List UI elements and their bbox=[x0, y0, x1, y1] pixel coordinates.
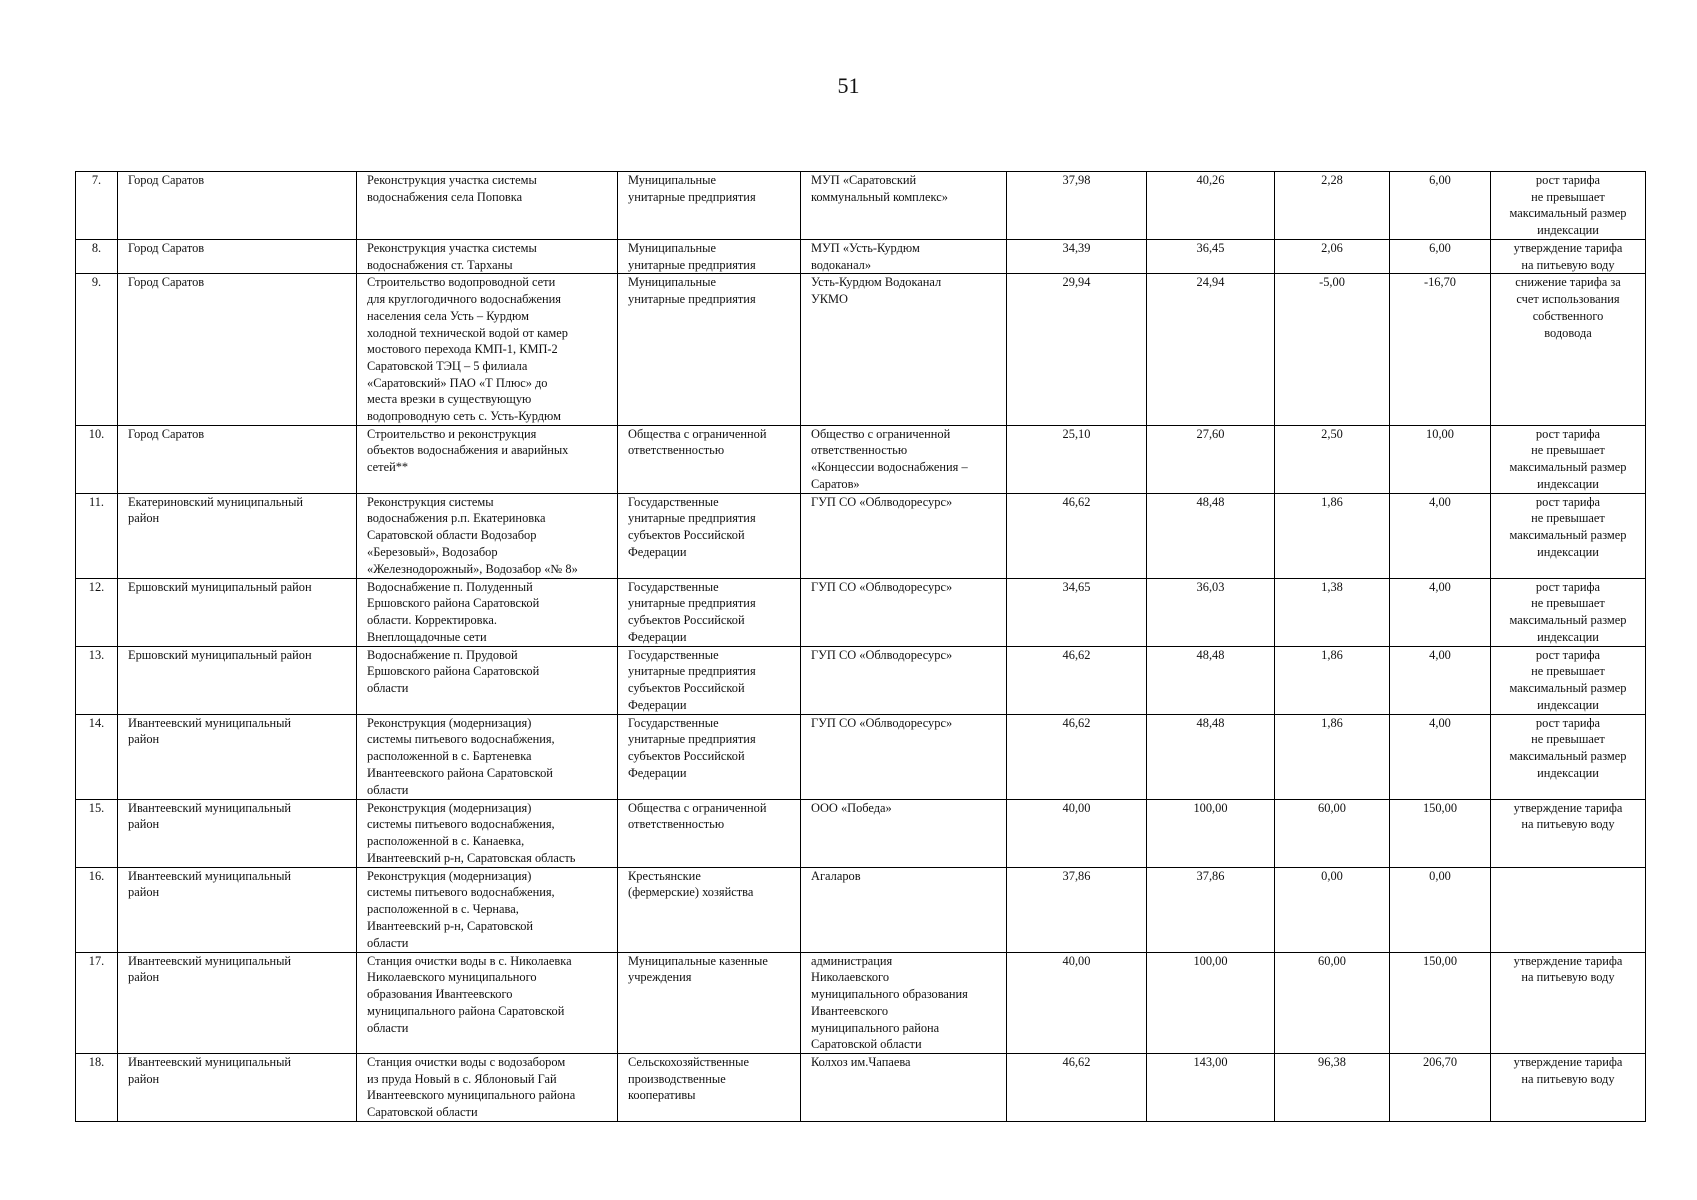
territory-cell: Ивантеевский муниципальный район bbox=[118, 799, 357, 867]
note-cell: рост тарифа не превышает максимальный размер индексации bbox=[1491, 578, 1646, 646]
value-cell-3: 1,38 bbox=[1275, 578, 1390, 646]
project-cell: Водоснабжение п. Полуденный Ершовского района Саратовской области. Корректировка. Внеплощадочные сети bbox=[357, 578, 618, 646]
value-cell-2: 48,48 bbox=[1147, 714, 1275, 799]
organization-cell: ООО «Победа» bbox=[801, 799, 1007, 867]
value-cell-1: 46,62 bbox=[1007, 493, 1147, 578]
value-cell-2: 27,60 bbox=[1147, 425, 1275, 493]
org-form-cell: Государственные унитарные предприятия субъектов Российской Федерации bbox=[618, 578, 801, 646]
org-form-cell: Сельскохозяйственные производственные кооперативы bbox=[618, 1053, 801, 1121]
organization-cell: Общество с ограниченной ответственностью «Концессии водоснабжения – Саратов» bbox=[801, 425, 1007, 493]
note-cell: снижение тарифа за счет использования собственного водовода bbox=[1491, 274, 1646, 425]
table-row bbox=[76, 425, 1646, 493]
value-cell-4: 6,00 bbox=[1390, 172, 1491, 240]
organization-cell: Агаларов bbox=[801, 867, 1007, 952]
value-cell-1: 37,98 bbox=[1007, 172, 1147, 240]
value-cell-4: 4,00 bbox=[1390, 714, 1491, 799]
value-cell-4: -16,70 bbox=[1390, 274, 1491, 425]
value-cell-2: 48,48 bbox=[1147, 493, 1275, 578]
table-row bbox=[76, 646, 1646, 714]
value-cell-1: 25,10 bbox=[1007, 425, 1147, 493]
org-form-cell: Муниципальные унитарные предприятия bbox=[618, 172, 801, 240]
row-number: 13. bbox=[76, 646, 118, 714]
territory-cell: Ивантеевский муниципальный район bbox=[118, 1053, 357, 1121]
organization-cell: ГУП СО «Облводоресурс» bbox=[801, 493, 1007, 578]
table-row bbox=[76, 1053, 1646, 1121]
value-cell-1: 34,39 bbox=[1007, 240, 1147, 274]
project-cell: Реконструкция системы водоснабжения р.п. Екатериновка Саратовской области Водозабор «Березовый», Водозабор «Железнодорожный», Водозабор «№ 8» bbox=[357, 493, 618, 578]
note-cell: утверждение тарифа на питьевую воду bbox=[1491, 1053, 1646, 1121]
row-number: 8. bbox=[76, 240, 118, 274]
note-cell: рост тарифа не превышает максимальный размер индексации bbox=[1491, 714, 1646, 799]
org-form-cell: Государственные унитарные предприятия субъектов Российской Федерации bbox=[618, 714, 801, 799]
project-cell: Реконструкция (модернизация) системы питьевого водоснабжения, расположенной в с. Канаевка, Ивантеевский р-н, Саратовская область bbox=[357, 799, 618, 867]
org-form-cell: Крестьянские (фермерские) хозяйства bbox=[618, 867, 801, 952]
territory-cell: Город Саратов bbox=[118, 172, 357, 240]
note-cell: рост тарифа не превышает максимальный размер индексации bbox=[1491, 493, 1646, 578]
tariff-table bbox=[75, 171, 1646, 1122]
territory-cell: Ершовский муниципальный район bbox=[118, 578, 357, 646]
value-cell-1: 29,94 bbox=[1007, 274, 1147, 425]
row-number: 9. bbox=[76, 274, 118, 425]
organization-cell: ГУП СО «Облводоресурс» bbox=[801, 578, 1007, 646]
project-cell: Станция очистки воды с водозабором из пруда Новый в с. Яблоновый Гай Ивантеевского муниципального района Саратовской области bbox=[357, 1053, 618, 1121]
value-cell-3: 2,50 bbox=[1275, 425, 1390, 493]
value-cell-2: 40,26 bbox=[1147, 172, 1275, 240]
note-cell: утверждение тарифа на питьевую воду bbox=[1491, 240, 1646, 274]
project-cell: Реконструкция участка системы водоснабжения села Поповка bbox=[357, 172, 618, 240]
row-number: 15. bbox=[76, 799, 118, 867]
value-cell-1: 34,65 bbox=[1007, 578, 1147, 646]
org-form-cell: Общества с ограниченной ответственностью bbox=[618, 425, 801, 493]
value-cell-4: 206,70 bbox=[1390, 1053, 1491, 1121]
row-number: 12. bbox=[76, 578, 118, 646]
value-cell-2: 36,03 bbox=[1147, 578, 1275, 646]
value-cell-3: 0,00 bbox=[1275, 867, 1390, 952]
project-cell: Реконструкция (модернизация) системы питьевого водоснабжения, расположенной в с. Чернава, Ивантеевский р-н, Саратовской области bbox=[357, 867, 618, 952]
org-form-cell: Муниципальные казенные учреждения bbox=[618, 952, 801, 1053]
row-number: 11. bbox=[76, 493, 118, 578]
value-cell-1: 40,00 bbox=[1007, 952, 1147, 1053]
value-cell-3: 1,86 bbox=[1275, 646, 1390, 714]
project-cell: Реконструкция участка системы водоснабжения ст. Тарханы bbox=[357, 240, 618, 274]
value-cell-2: 24,94 bbox=[1147, 274, 1275, 425]
org-form-cell: Муниципальные унитарные предприятия bbox=[618, 240, 801, 274]
value-cell-2: 36,45 bbox=[1147, 240, 1275, 274]
organization-cell: администрация Николаевского муниципального образования Ивантеевского муниципального района Саратовской области bbox=[801, 952, 1007, 1053]
territory-cell: Ивантеевский муниципальный район bbox=[118, 952, 357, 1053]
value-cell-1: 46,62 bbox=[1007, 1053, 1147, 1121]
territory-cell: Ивантеевский муниципальный район bbox=[118, 867, 357, 952]
table-row bbox=[76, 867, 1646, 952]
value-cell-4: 6,00 bbox=[1390, 240, 1491, 274]
value-cell-2: 100,00 bbox=[1147, 799, 1275, 867]
org-form-cell: Государственные унитарные предприятия субъектов Российской Федерации bbox=[618, 493, 801, 578]
organization-cell: ГУП СО «Облводоресурс» bbox=[801, 714, 1007, 799]
table-body bbox=[76, 172, 1646, 1122]
table-row bbox=[76, 493, 1646, 578]
table-row bbox=[76, 172, 1646, 240]
value-cell-2: 100,00 bbox=[1147, 952, 1275, 1053]
value-cell-3: 60,00 bbox=[1275, 799, 1390, 867]
organization-cell: Усть-Курдюм Водоканал УКМО bbox=[801, 274, 1007, 425]
project-cell: Водоснабжение п. Прудовой Ершовского района Саратовской области bbox=[357, 646, 618, 714]
value-cell-4: 10,00 bbox=[1390, 425, 1491, 493]
table-row bbox=[76, 714, 1646, 799]
note-cell: утверждение тарифа на питьевую воду bbox=[1491, 952, 1646, 1053]
note-cell: рост тарифа не превышает максимальный размер индексации bbox=[1491, 646, 1646, 714]
value-cell-2: 48,48 bbox=[1147, 646, 1275, 714]
table-row bbox=[76, 952, 1646, 1053]
organization-cell: Колхоз им.Чапаева bbox=[801, 1053, 1007, 1121]
value-cell-4: 4,00 bbox=[1390, 646, 1491, 714]
note-cell bbox=[1491, 867, 1646, 952]
value-cell-3: 2,28 bbox=[1275, 172, 1390, 240]
territory-cell: Ивантеевский муниципальный район bbox=[118, 714, 357, 799]
value-cell-1: 46,62 bbox=[1007, 646, 1147, 714]
territory-cell: Екатериновский муниципальный район bbox=[118, 493, 357, 578]
organization-cell: ГУП СО «Облводоресурс» bbox=[801, 646, 1007, 714]
row-number: 10. bbox=[76, 425, 118, 493]
value-cell-2: 37,86 bbox=[1147, 867, 1275, 952]
organization-cell: МУП «Саратовский коммунальный комплекс» bbox=[801, 172, 1007, 240]
org-form-cell: Общества с ограниченной ответственностью bbox=[618, 799, 801, 867]
row-number: 17. bbox=[76, 952, 118, 1053]
table-row bbox=[76, 799, 1646, 867]
table-row bbox=[76, 240, 1646, 274]
row-number: 16. bbox=[76, 867, 118, 952]
note-cell: рост тарифа не превышает максимальный размер индексации bbox=[1491, 172, 1646, 240]
table-row bbox=[76, 274, 1646, 425]
territory-cell: Город Саратов bbox=[118, 274, 357, 425]
organization-cell: МУП «Усть-Курдюм водоканал» bbox=[801, 240, 1007, 274]
row-number: 7. bbox=[76, 172, 118, 240]
value-cell-1: 37,86 bbox=[1007, 867, 1147, 952]
project-cell: Станция очистки воды в с. Николаевка Николаевского муниципального образования Ивантеевского муниципального района Саратовской области bbox=[357, 952, 618, 1053]
territory-cell: Ершовский муниципальный район bbox=[118, 646, 357, 714]
value-cell-4: 4,00 bbox=[1390, 578, 1491, 646]
value-cell-3: -5,00 bbox=[1275, 274, 1390, 425]
row-number: 18. bbox=[76, 1053, 118, 1121]
org-form-cell: Государственные унитарные предприятия субъектов Российской Федерации bbox=[618, 646, 801, 714]
project-cell: Строительство и реконструкция объектов водоснабжения и аварийных сетей** bbox=[357, 425, 618, 493]
value-cell-4: 4,00 bbox=[1390, 493, 1491, 578]
page-number: 51 bbox=[837, 73, 860, 98]
territory-cell: Город Саратов bbox=[118, 425, 357, 493]
value-cell-1: 40,00 bbox=[1007, 799, 1147, 867]
note-cell: рост тарифа не превышает максимальный размер индексации bbox=[1491, 425, 1646, 493]
org-form-cell: Муниципальные унитарные предприятия bbox=[618, 274, 801, 425]
value-cell-4: 150,00 bbox=[1390, 952, 1491, 1053]
row-number: 14. bbox=[76, 714, 118, 799]
territory-cell: Город Саратов bbox=[118, 240, 357, 274]
value-cell-3: 96,38 bbox=[1275, 1053, 1390, 1121]
project-cell: Реконструкция (модернизация) системы питьевого водоснабжения, расположенной в с. Бартеневка Ивантеевского района Саратовской области bbox=[357, 714, 618, 799]
value-cell-3: 60,00 bbox=[1275, 952, 1390, 1053]
note-cell: утверждение тарифа на питьевую воду bbox=[1491, 799, 1646, 867]
value-cell-3: 1,86 bbox=[1275, 493, 1390, 578]
table-row bbox=[76, 578, 1646, 646]
value-cell-4: 0,00 bbox=[1390, 867, 1491, 952]
value-cell-4: 150,00 bbox=[1390, 799, 1491, 867]
value-cell-1: 46,62 bbox=[1007, 714, 1147, 799]
project-cell: Строительство водопроводной сети для круглогодичного водоснабжения населения села Усть – Курдюм холодной технической водой от камер мостового перехода КМП-1, КМП-2 Саратовской ТЭЦ – 5 филиала «Саратовский» ПАО «Т Плюс» до места врезки в существующую водопроводную сеть с. Усть-Курдюм bbox=[357, 274, 618, 425]
value-cell-2: 143,00 bbox=[1147, 1053, 1275, 1121]
value-cell-3: 2,06 bbox=[1275, 240, 1390, 274]
value-cell-3: 1,86 bbox=[1275, 714, 1390, 799]
